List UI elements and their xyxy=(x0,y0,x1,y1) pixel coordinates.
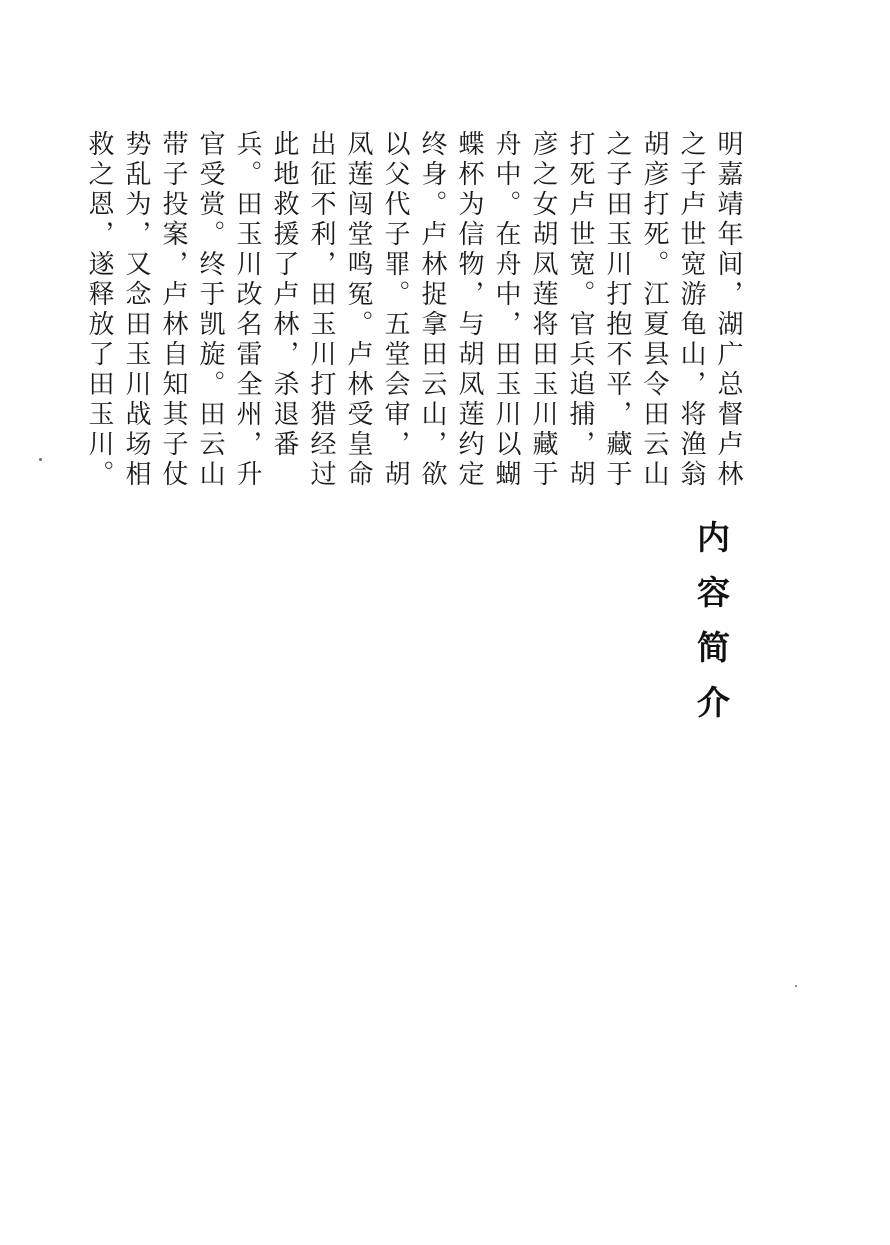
scan-speck xyxy=(795,985,797,987)
synopsis-text: 明嘉靖年间，湖广总督卢林之子卢世宽游龟山，将渔翁胡彦打死。江夏县令田云山之子田玉川打抱不平，藏于打死卢世宽。官兵追捕，胡彦之女胡凤莲将田玉川藏于舟中。在舟中，田玉川以蝴蝶杯为信物，与胡凤莲约定终身。卢林捉拿田云山，欲以父代子罪。五堂会审，胡凤莲闯堂鸣冤。卢林受皇命出征不利，田玉川打猎经过此地救援了卢林，杀退番兵。田玉川改名雷全州，升官受赏。终于凯旋。田云山带子投案，卢林自知其子仗势乱为，又念田玉川战场相救之恩，遂释放了田玉川。 xyxy=(84,130,743,490)
scan-speck xyxy=(39,458,42,461)
section-heading: 内容简介 xyxy=(692,520,731,740)
